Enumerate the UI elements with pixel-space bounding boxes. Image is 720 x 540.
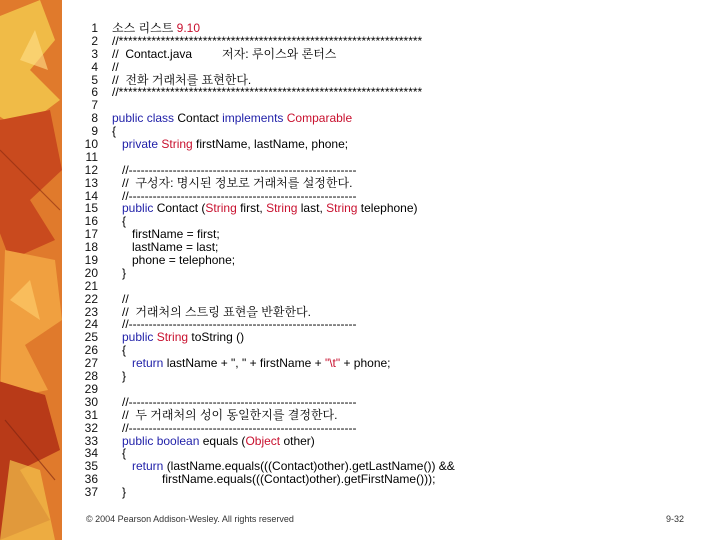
code-token: { bbox=[112, 343, 127, 358]
line-number: 18 bbox=[84, 240, 98, 255]
code-token: public boolean bbox=[112, 433, 203, 448]
line-number: 34 bbox=[84, 446, 98, 461]
code-token: Contact ( bbox=[156, 201, 206, 216]
code-token: equals ( bbox=[202, 433, 246, 448]
code-token: } bbox=[112, 485, 127, 500]
code-token: String bbox=[156, 330, 192, 345]
source-code-listing bbox=[78, 22, 698, 499]
code-token: toString () bbox=[191, 330, 245, 345]
code-token: firstName, lastName, phone; bbox=[196, 137, 349, 152]
page-number: 9-32 bbox=[665, 514, 684, 524]
code-line bbox=[78, 254, 698, 267]
code-token: //***************************************************************** bbox=[112, 33, 423, 48]
code-token: phone = telephone; bbox=[112, 253, 236, 268]
line-number: 14 bbox=[84, 188, 98, 203]
code-token: telephone) bbox=[360, 201, 418, 216]
code-line bbox=[78, 138, 698, 151]
line-number: 8 bbox=[91, 111, 98, 126]
line-number: 16 bbox=[84, 214, 98, 229]
code-token: Object bbox=[245, 433, 284, 448]
line-number: 3 bbox=[91, 46, 98, 61]
line-number: 13 bbox=[84, 175, 98, 190]
code-token: } bbox=[112, 265, 127, 280]
code-token: lastName = last; bbox=[112, 240, 219, 255]
code-token: // bbox=[112, 291, 129, 306]
code-token: first, bbox=[240, 201, 267, 216]
code-token: "\t" bbox=[324, 356, 341, 371]
line-number: 37 bbox=[84, 485, 98, 500]
code-line bbox=[78, 86, 698, 99]
line-number: 4 bbox=[91, 59, 98, 74]
code-text bbox=[112, 48, 336, 61]
code-token: implements bbox=[222, 111, 287, 126]
code-text bbox=[112, 331, 244, 344]
code-token: private bbox=[112, 137, 162, 152]
code-line bbox=[78, 112, 698, 125]
code-token: // bbox=[112, 59, 119, 74]
code-token: public class bbox=[112, 111, 178, 126]
code-token: firstName = first; bbox=[112, 227, 220, 242]
code-token: { bbox=[112, 124, 117, 139]
line-number: 15 bbox=[84, 201, 98, 216]
code-text bbox=[112, 357, 391, 370]
code-line bbox=[78, 48, 698, 61]
code-token: (lastName.equals(((Contact)other).getLastName()) && bbox=[166, 459, 455, 474]
code-token: String bbox=[326, 201, 361, 216]
line-number: 30 bbox=[84, 394, 98, 409]
line-number: 11 bbox=[85, 149, 98, 164]
code-line bbox=[78, 370, 698, 383]
line-number: 1 bbox=[91, 21, 98, 35]
code-token: + phone; bbox=[340, 356, 391, 371]
line-number: 9 bbox=[91, 124, 98, 139]
code-token: other) bbox=[283, 433, 315, 448]
code-token: firstName.equals(((Contact)other).getFirstName())); bbox=[112, 472, 436, 487]
line-number: 28 bbox=[84, 369, 98, 384]
line-number: 35 bbox=[84, 459, 98, 474]
line-number: 6 bbox=[91, 85, 98, 100]
line-number: 27 bbox=[84, 356, 98, 371]
code-token: lastName + ", " + firstName + bbox=[166, 356, 325, 371]
footer-copyright: © 2004 Pearson Addison-Wesley. All rights reserved bbox=[86, 514, 294, 524]
code-text bbox=[112, 473, 435, 486]
code-token: Comparable bbox=[286, 111, 353, 126]
code-token: 9.10 bbox=[176, 21, 200, 35]
line-number: 7 bbox=[91, 98, 98, 113]
code-token: Contact bbox=[177, 111, 223, 126]
line-number: 17 bbox=[84, 227, 98, 242]
code-token: 소스 리스트 bbox=[112, 21, 177, 35]
line-number: 32 bbox=[84, 420, 98, 435]
code-text bbox=[112, 254, 235, 267]
code-token: String bbox=[205, 201, 241, 216]
line-number: 5 bbox=[91, 72, 98, 87]
code-line bbox=[78, 486, 698, 499]
code-token: // Contact.java 저자: 루이스와 론터스 bbox=[112, 46, 337, 61]
code-token: //--------------------------------------------------------- bbox=[112, 162, 357, 177]
code-token: public bbox=[112, 330, 157, 345]
line-number: 20 bbox=[84, 265, 98, 280]
line-number: 24 bbox=[84, 317, 98, 332]
code-text bbox=[112, 112, 352, 125]
code-token: public bbox=[112, 201, 157, 216]
line-number: 36 bbox=[84, 472, 98, 487]
code-token: { bbox=[112, 446, 127, 461]
code-token: // 거래처의 스트링 표현을 반환한다. bbox=[112, 304, 311, 319]
line-number: 33 bbox=[84, 433, 98, 448]
line-number: 2 bbox=[91, 33, 98, 48]
code-text bbox=[112, 486, 126, 499]
code-token: } bbox=[112, 369, 127, 384]
code-token: // 전화 거래처를 표현한다. bbox=[112, 72, 252, 87]
autumn-leaves-decoration bbox=[0, 0, 62, 540]
code-line bbox=[78, 357, 698, 370]
code-token: //***************************************************************** bbox=[112, 85, 423, 100]
code-token: String bbox=[266, 201, 301, 216]
code-text bbox=[112, 86, 422, 99]
code-token: return bbox=[112, 356, 167, 371]
code-token: last, bbox=[300, 201, 327, 216]
line-number: 19 bbox=[84, 253, 98, 268]
code-token: return bbox=[112, 459, 167, 474]
code-line bbox=[78, 473, 698, 486]
code-text bbox=[112, 267, 126, 280]
line-number: 10 bbox=[84, 137, 98, 152]
code-token: //--------------------------------------------------------- bbox=[112, 188, 357, 203]
code-token: // 구성자: 명시된 정보로 거래처를 설정한다. bbox=[112, 175, 353, 190]
code-line bbox=[78, 331, 698, 344]
code-text bbox=[112, 138, 348, 151]
code-text bbox=[112, 202, 418, 215]
code-token: //--------------------------------------------------------- bbox=[112, 394, 357, 409]
line-number: 31 bbox=[84, 407, 98, 422]
line-number: 12 bbox=[84, 162, 98, 177]
line-number: 21 bbox=[84, 278, 98, 293]
code-token: //--------------------------------------------------------- bbox=[112, 420, 357, 435]
code-line bbox=[78, 280, 698, 293]
code-text bbox=[112, 370, 126, 383]
code-token: // 두 거래처의 성이 동일한지를 결정한다. bbox=[112, 407, 338, 422]
line-number: 29 bbox=[84, 381, 98, 396]
code-line bbox=[78, 267, 698, 280]
code-text bbox=[112, 435, 315, 448]
code-line bbox=[78, 435, 698, 448]
code-line bbox=[78, 202, 698, 215]
line-number: 22 bbox=[84, 291, 98, 306]
code-token: String bbox=[161, 137, 197, 152]
line-number: 25 bbox=[84, 330, 98, 345]
code-token: { bbox=[112, 214, 127, 229]
line-number: 26 bbox=[84, 343, 98, 358]
code-token: //--------------------------------------------------------- bbox=[112, 317, 357, 332]
line-number: 23 bbox=[84, 304, 98, 319]
